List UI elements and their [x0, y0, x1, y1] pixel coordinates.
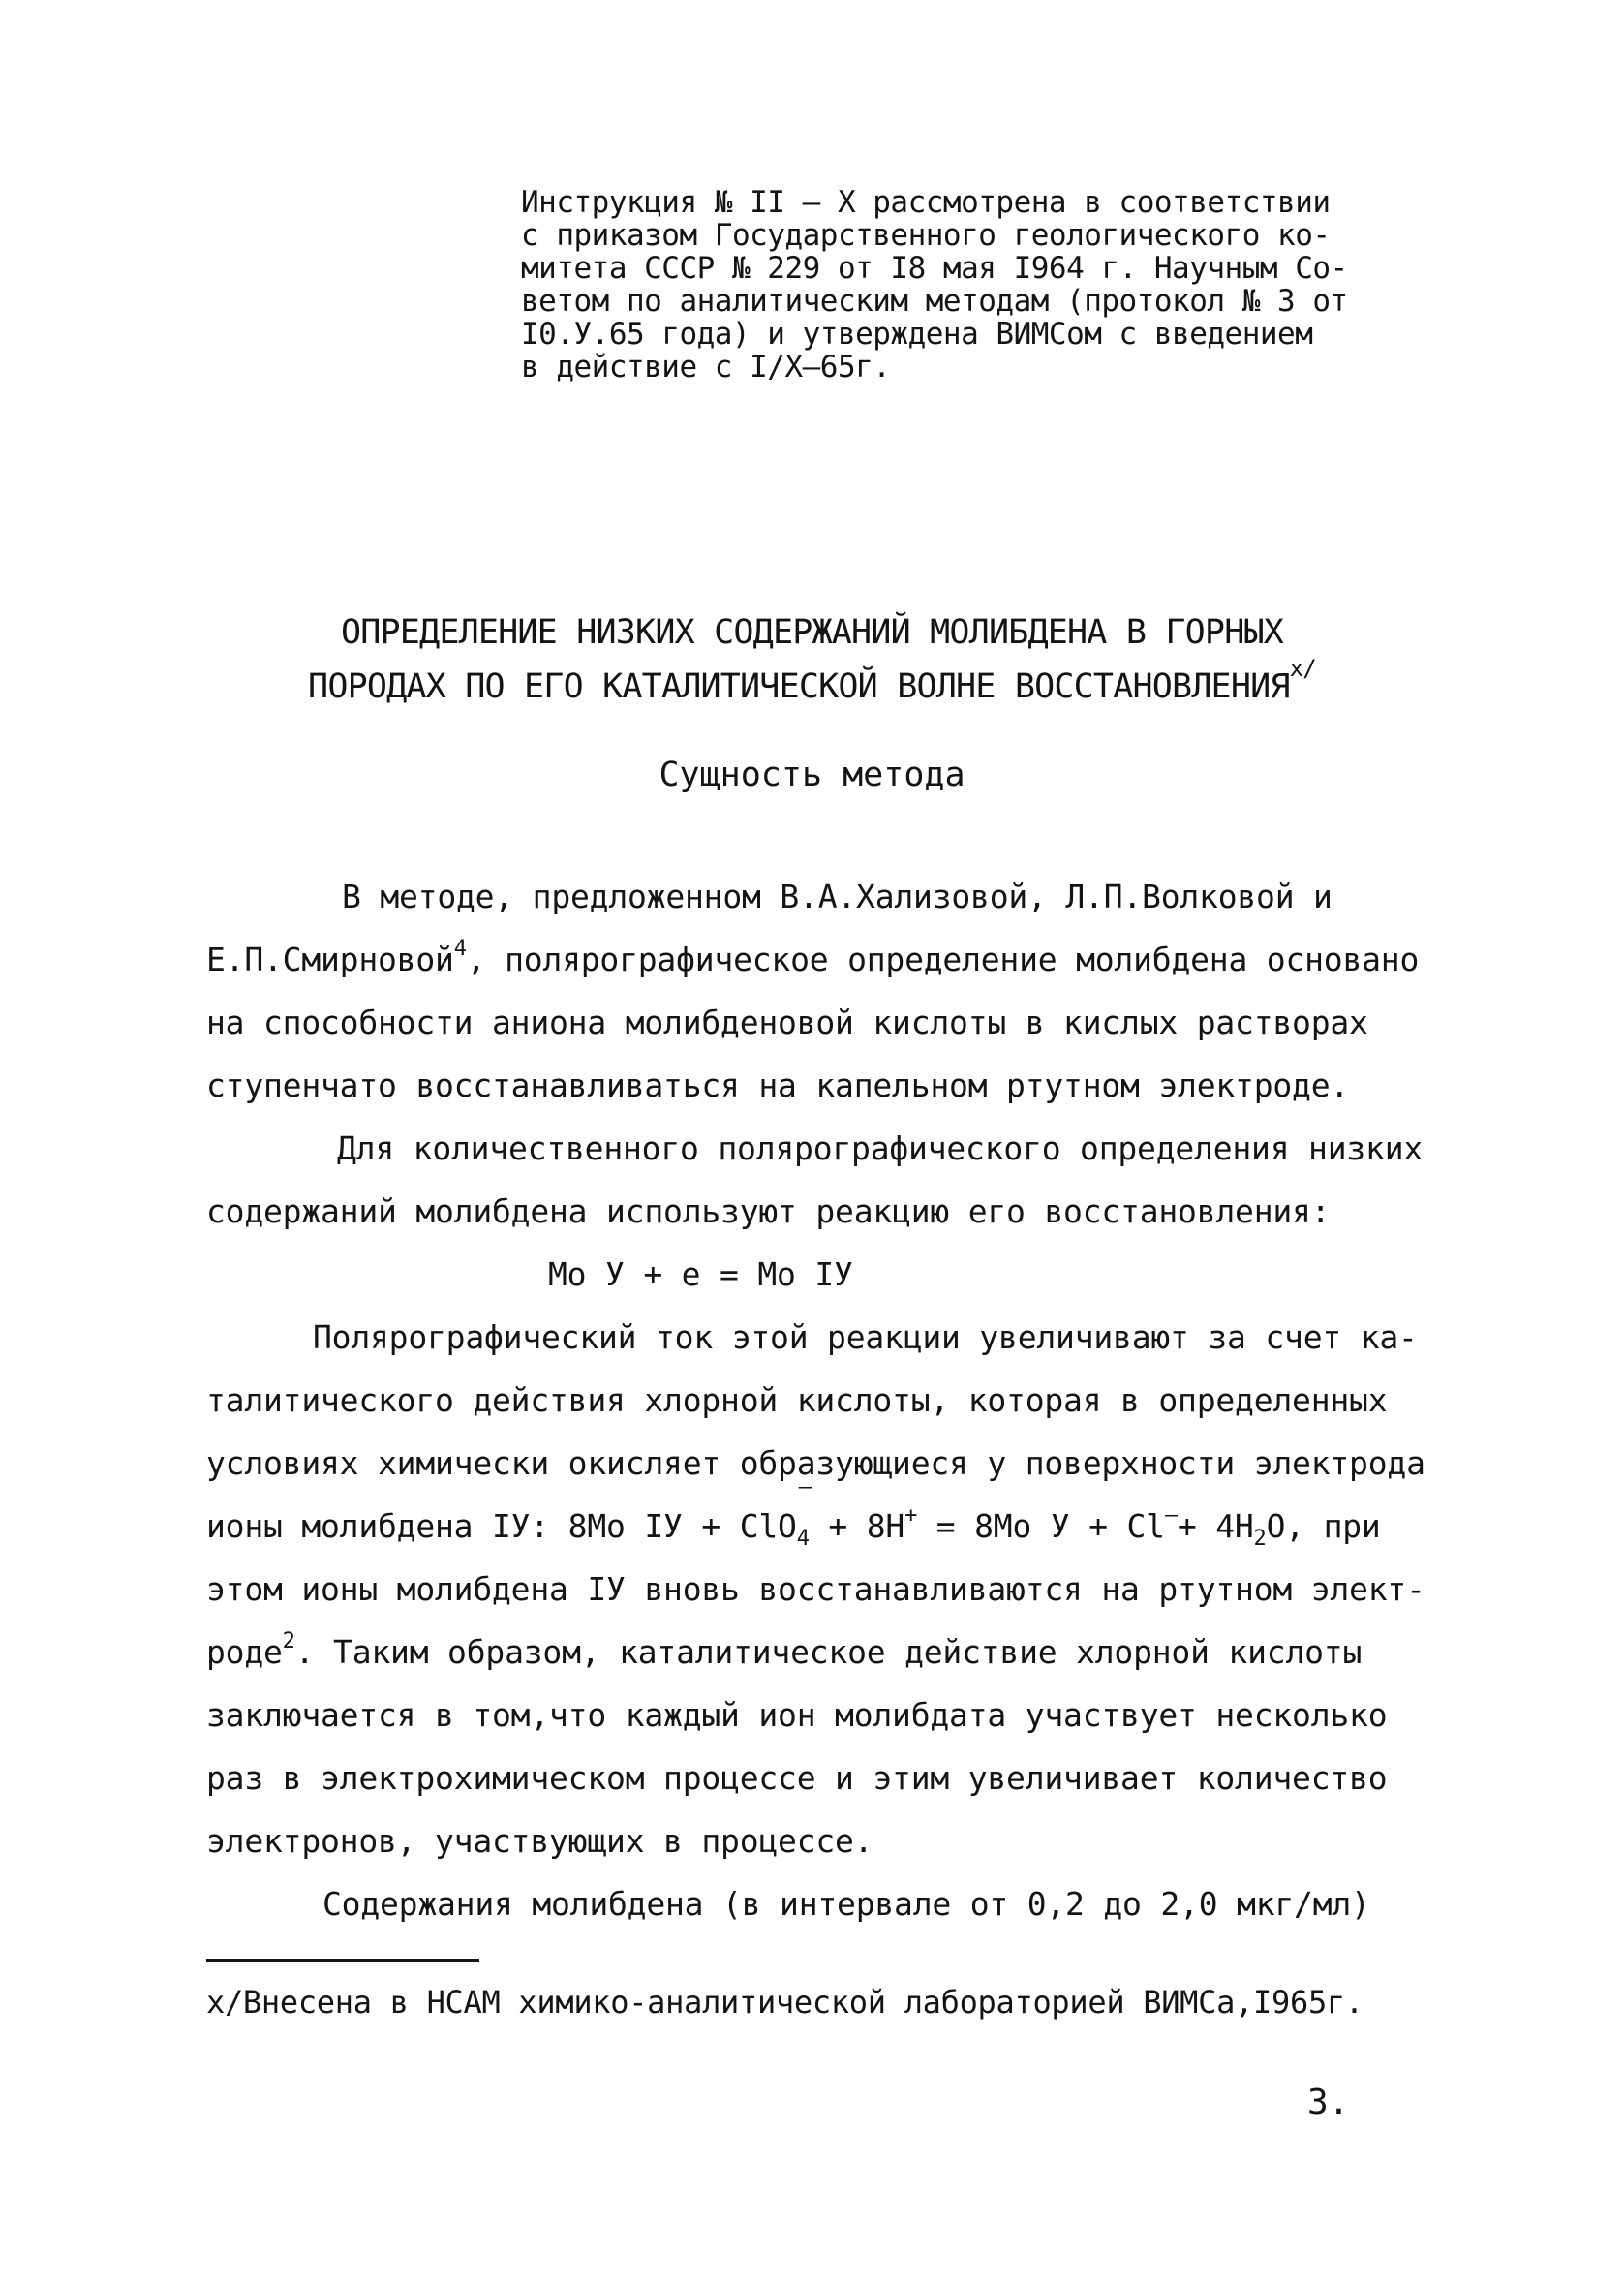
text-run: = 8Мо У + Cl	[917, 1507, 1165, 1545]
footnote-divider	[206, 1959, 479, 1962]
text-run: . Таким образом, каталитическое действие хлорной кислоты	[294, 1633, 1363, 1671]
paragraph-line: Полярографический ток этой реакции увеличивают за счет ка-	[313, 1318, 1418, 1356]
body-text	[206, 865, 1436, 1935]
paragraph-line	[206, 1621, 1436, 1684]
page-number: 3.	[1307, 2083, 1350, 2122]
perchlorate-charge	[796, 1475, 812, 1570]
charge-sign: +	[904, 1503, 918, 1528]
approval-note-line: митета СССР № 229 от I8 мая I964 г. Научным Со-	[521, 251, 1348, 286]
reference-marker: 4	[453, 937, 467, 961]
subscript: 2	[1253, 1527, 1267, 1551]
approval-note-line: с приказом Государственного геологического ко-	[521, 218, 1331, 253]
approval-note-line: I0.У.65 года) и утверждена ВИМСом с введением	[521, 317, 1313, 352]
reference-marker: 2	[282, 1629, 295, 1653]
paragraph-line: Для количественного полярографического определения низких	[337, 1129, 1424, 1167]
paragraph-line: содержаний молибдена используют реакцию его восстановления:	[206, 1192, 1331, 1230]
reaction-equation: Мо У + е = Мо IУ	[548, 1255, 853, 1293]
title-line-1: ОПРЕДЕЛЕНИЕ НИЗКИХ СОДЕРЖАНИЙ МОЛИБДЕНА В ГОРНЫХ	[340, 613, 1284, 652]
footnote-marker: х/	[1289, 655, 1316, 682]
paragraph-line: на способности аниона молибденовой кислоты в кислых растворах	[206, 1004, 1368, 1041]
document-title	[0, 605, 1624, 714]
subscript: 4	[796, 1527, 810, 1551]
text-run: роде	[206, 1633, 283, 1671]
paragraph-line: Содержания молибдена (в интервале от 0,2 до 2,0 мкг/мл)	[322, 1885, 1370, 1923]
paragraph-line	[206, 928, 1436, 991]
approval-note-line: в действие с I/Х–65г.	[521, 350, 891, 385]
paragraph-line: условиях химически окисляет образующиеся у поверхности электрода	[206, 1444, 1425, 1482]
text-run: ионы молибдена IУ: 8Мо IУ + ClO	[206, 1507, 797, 1545]
paragraph-line: электронов, участвующих в процессе.	[206, 1822, 873, 1860]
text-run: + 4H	[1177, 1507, 1254, 1545]
paragraph-line: этом ионы молибдена IУ вновь восстанавливаются на ртутном элект-	[206, 1570, 1425, 1608]
section-heading: Сущность метода	[659, 756, 965, 794]
text-run: Е.П.Смирновой	[206, 941, 454, 978]
approval-note-line: ветом по аналитическим методам (протокол № 3 от	[521, 284, 1348, 319]
catalytic-reaction-line	[206, 1475, 1436, 1558]
paragraph-line: ступенчато восстанавливаться на капельном ртутном электроде.	[206, 1066, 1350, 1104]
charge-sign: –	[798, 1475, 812, 1499]
title-line-2	[0, 655, 1624, 714]
title-line-2-text: ПОРОДАХ ПО ЕГО КАТАЛИТИЧЕСКОЙ ВОЛНЕ ВОССТАНОВЛЕНИЯ	[308, 667, 1290, 706]
approval-note	[521, 186, 1431, 384]
charge-sign: –	[1164, 1503, 1178, 1528]
paragraph-line: талитического действия хлорной кислоты, которая в определенных	[206, 1381, 1388, 1419]
text-run: , полярографическое определение молибдена основано	[466, 941, 1420, 978]
footnote: х/Внесена в НСАМ химико-аналитической лабораторией ВИМСа,I965г.	[206, 1984, 1364, 2021]
text-run: + 8Н	[809, 1507, 905, 1545]
text-run: O, при	[1266, 1507, 1381, 1545]
paragraph-line: раз в электрохимическом процессе и этим увеличивает количество	[206, 1759, 1388, 1797]
paragraph-line: В методе, предложенном В.А.Хализовой, Л.П.Волковой и	[342, 878, 1333, 915]
approval-note-line: Инструкция № II – Х рассмотрена в соответствии	[521, 185, 1331, 220]
paragraph-line: заключается в том,что каждый ион молибдата участвует несколько	[206, 1696, 1388, 1734]
